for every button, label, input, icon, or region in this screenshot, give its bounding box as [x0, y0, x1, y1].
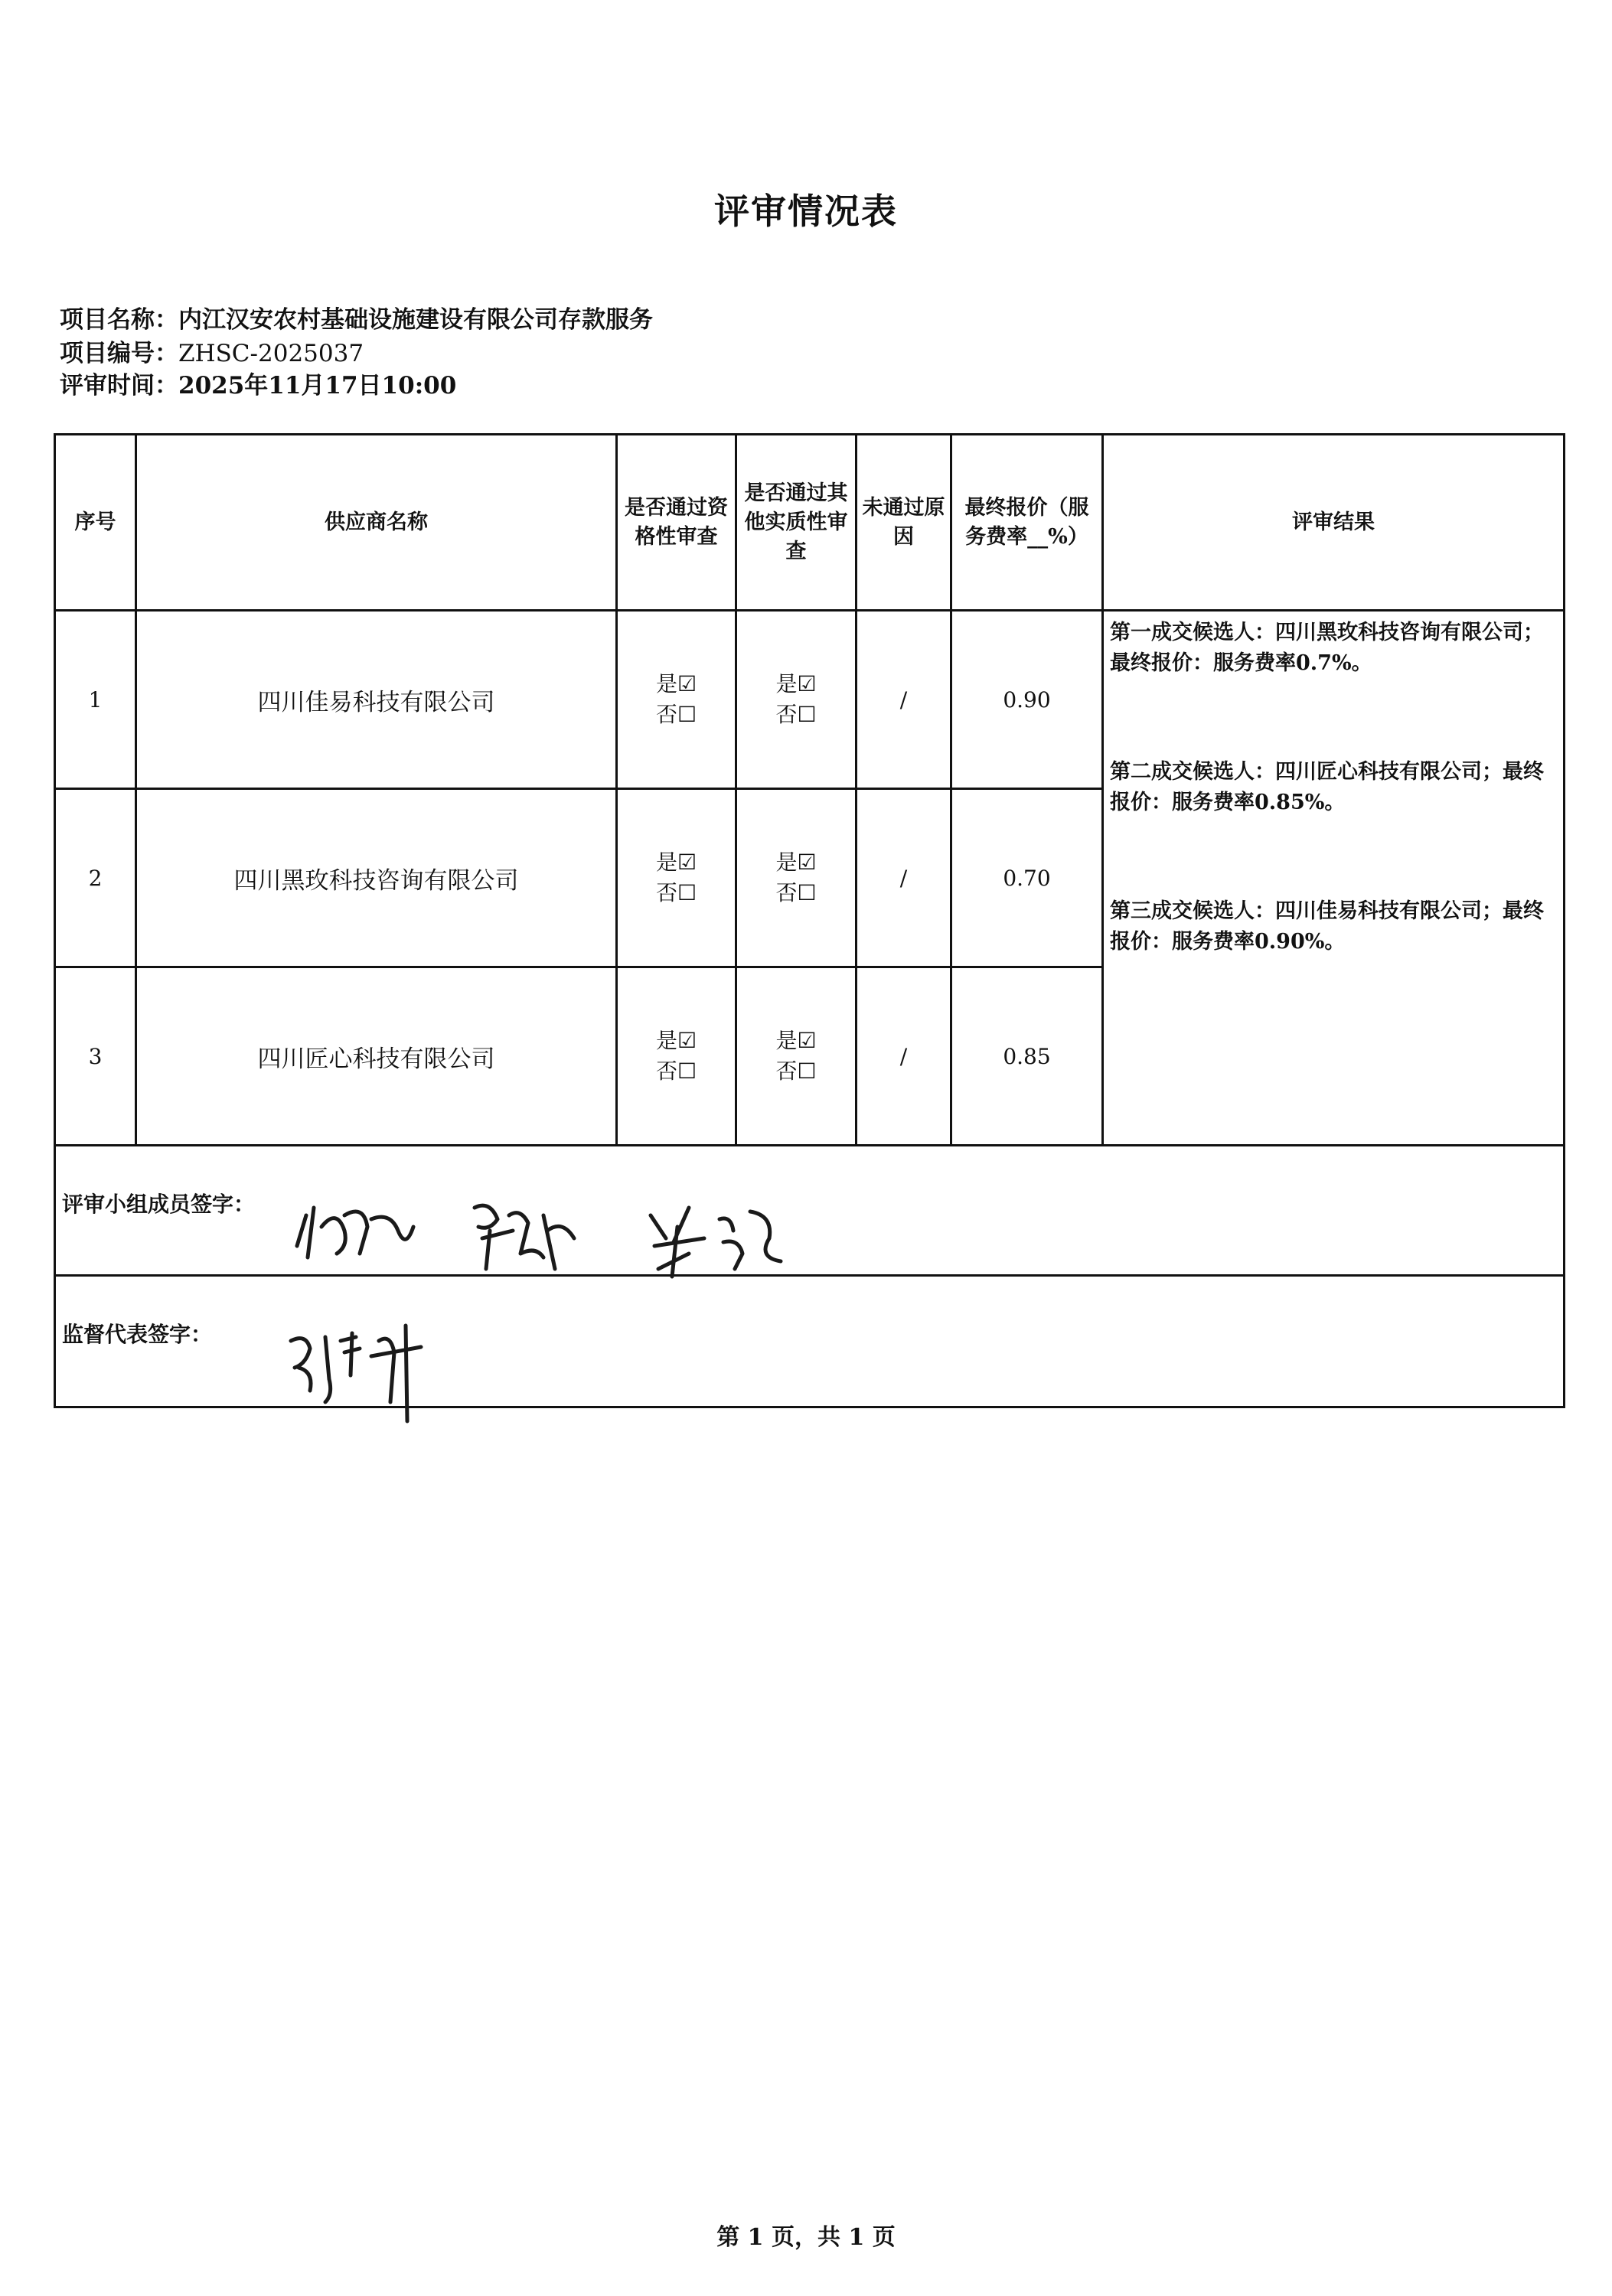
- row-seq: 3: [55, 967, 136, 1146]
- row-price: 0.85: [951, 967, 1103, 1146]
- review-time-label: 评审时间：: [60, 372, 178, 400]
- row-price: 0.70: [951, 789, 1103, 967]
- header-fail-reason: 未通过原因: [857, 435, 951, 611]
- other-no-checkbox: 否☐: [775, 702, 817, 727]
- header-seq: 序号: [55, 435, 136, 611]
- panel-member-signatures: [291, 1185, 842, 1284]
- header-result: 评审结果: [1103, 435, 1565, 611]
- row-supplier: 四川黑玫科技咨询有限公司: [136, 789, 617, 967]
- project-code-label: 项目编号：: [60, 340, 178, 367]
- row-fail-reason: /: [857, 611, 951, 789]
- qualify-yes-checkbox: 是☑: [655, 671, 697, 696]
- project-name-value: 内江汉安农村基础设施建设有限公司存款服务: [178, 306, 653, 334]
- header-supplier: 供应商名称: [136, 435, 617, 611]
- qualify-no-checkbox: 否☐: [655, 880, 697, 905]
- result-second-candidate: 第二成交候选人：四川匠心科技有限公司；最终报价：服务费率0.85%。: [1110, 760, 1544, 814]
- row-price: 0.90: [951, 611, 1103, 789]
- other-yes-checkbox: 是☑: [775, 850, 817, 875]
- qualify-no-checkbox: 否☐: [655, 1058, 697, 1084]
- project-code-value: ZHSC-2025037: [178, 340, 364, 367]
- header-other: 是否通过其他实质性审查: [736, 435, 857, 611]
- supervisor-signature-cell: [55, 1276, 1565, 1407]
- supervisor-signature-label: 监督代表签字：: [62, 1322, 213, 1347]
- qualify-yes-checkbox: 是☑: [655, 850, 697, 875]
- qualify-no-checkbox: 否☐: [655, 702, 697, 727]
- project-name-label: 项目名称：: [60, 306, 178, 334]
- other-no-checkbox: 否☐: [775, 880, 817, 905]
- header-qualify: 是否通过资格性审查: [617, 435, 736, 611]
- table-row: [55, 611, 1565, 789]
- row-fail-reason: /: [857, 789, 951, 967]
- row-qualify: [617, 611, 736, 789]
- row-other: [736, 789, 857, 967]
- table-header-row: [55, 435, 1565, 611]
- qualify-yes-checkbox: 是☑: [655, 1028, 697, 1053]
- row-fail-reason: /: [857, 967, 951, 1146]
- result-first-candidate: 第一成交候选人：四川黑玫科技咨询有限公司；最终报价：服务费率0.7%。: [1110, 621, 1544, 675]
- other-yes-checkbox: 是☑: [775, 1028, 817, 1053]
- other-yes-checkbox: 是☑: [775, 671, 817, 696]
- row-supplier: 四川佳易科技有限公司: [136, 611, 617, 789]
- row-qualify: [617, 967, 736, 1146]
- evaluation-result: [1103, 611, 1565, 1146]
- supervisor-signature: [283, 1318, 452, 1425]
- review-time-value: 2025年11月17日10:00: [178, 372, 457, 400]
- result-third-candidate: 第三成交候选人：四川佳易科技有限公司；最终报价：服务费率0.90%。: [1110, 899, 1544, 954]
- row-supplier: 四川匠心科技有限公司: [136, 967, 617, 1146]
- page-number: 第 1 页，共 1 页: [716, 2224, 896, 2251]
- row-other: [736, 611, 857, 789]
- review-time-line: [60, 370, 456, 401]
- row-seq: 2: [55, 789, 136, 967]
- document-title: 评审情况表: [714, 191, 898, 232]
- panel-signature-label: 评审小组成员签字：: [62, 1192, 256, 1217]
- row-qualify: [617, 789, 736, 967]
- row-other: [736, 967, 857, 1146]
- other-no-checkbox: 否☐: [775, 1058, 817, 1084]
- header-final-price: 最终报价（服务费率__%）: [951, 435, 1103, 611]
- project-name-line: [60, 305, 653, 335]
- project-code-line: [60, 338, 364, 369]
- supervisor-signature-row: [55, 1276, 1565, 1407]
- row-seq: 1: [55, 611, 136, 789]
